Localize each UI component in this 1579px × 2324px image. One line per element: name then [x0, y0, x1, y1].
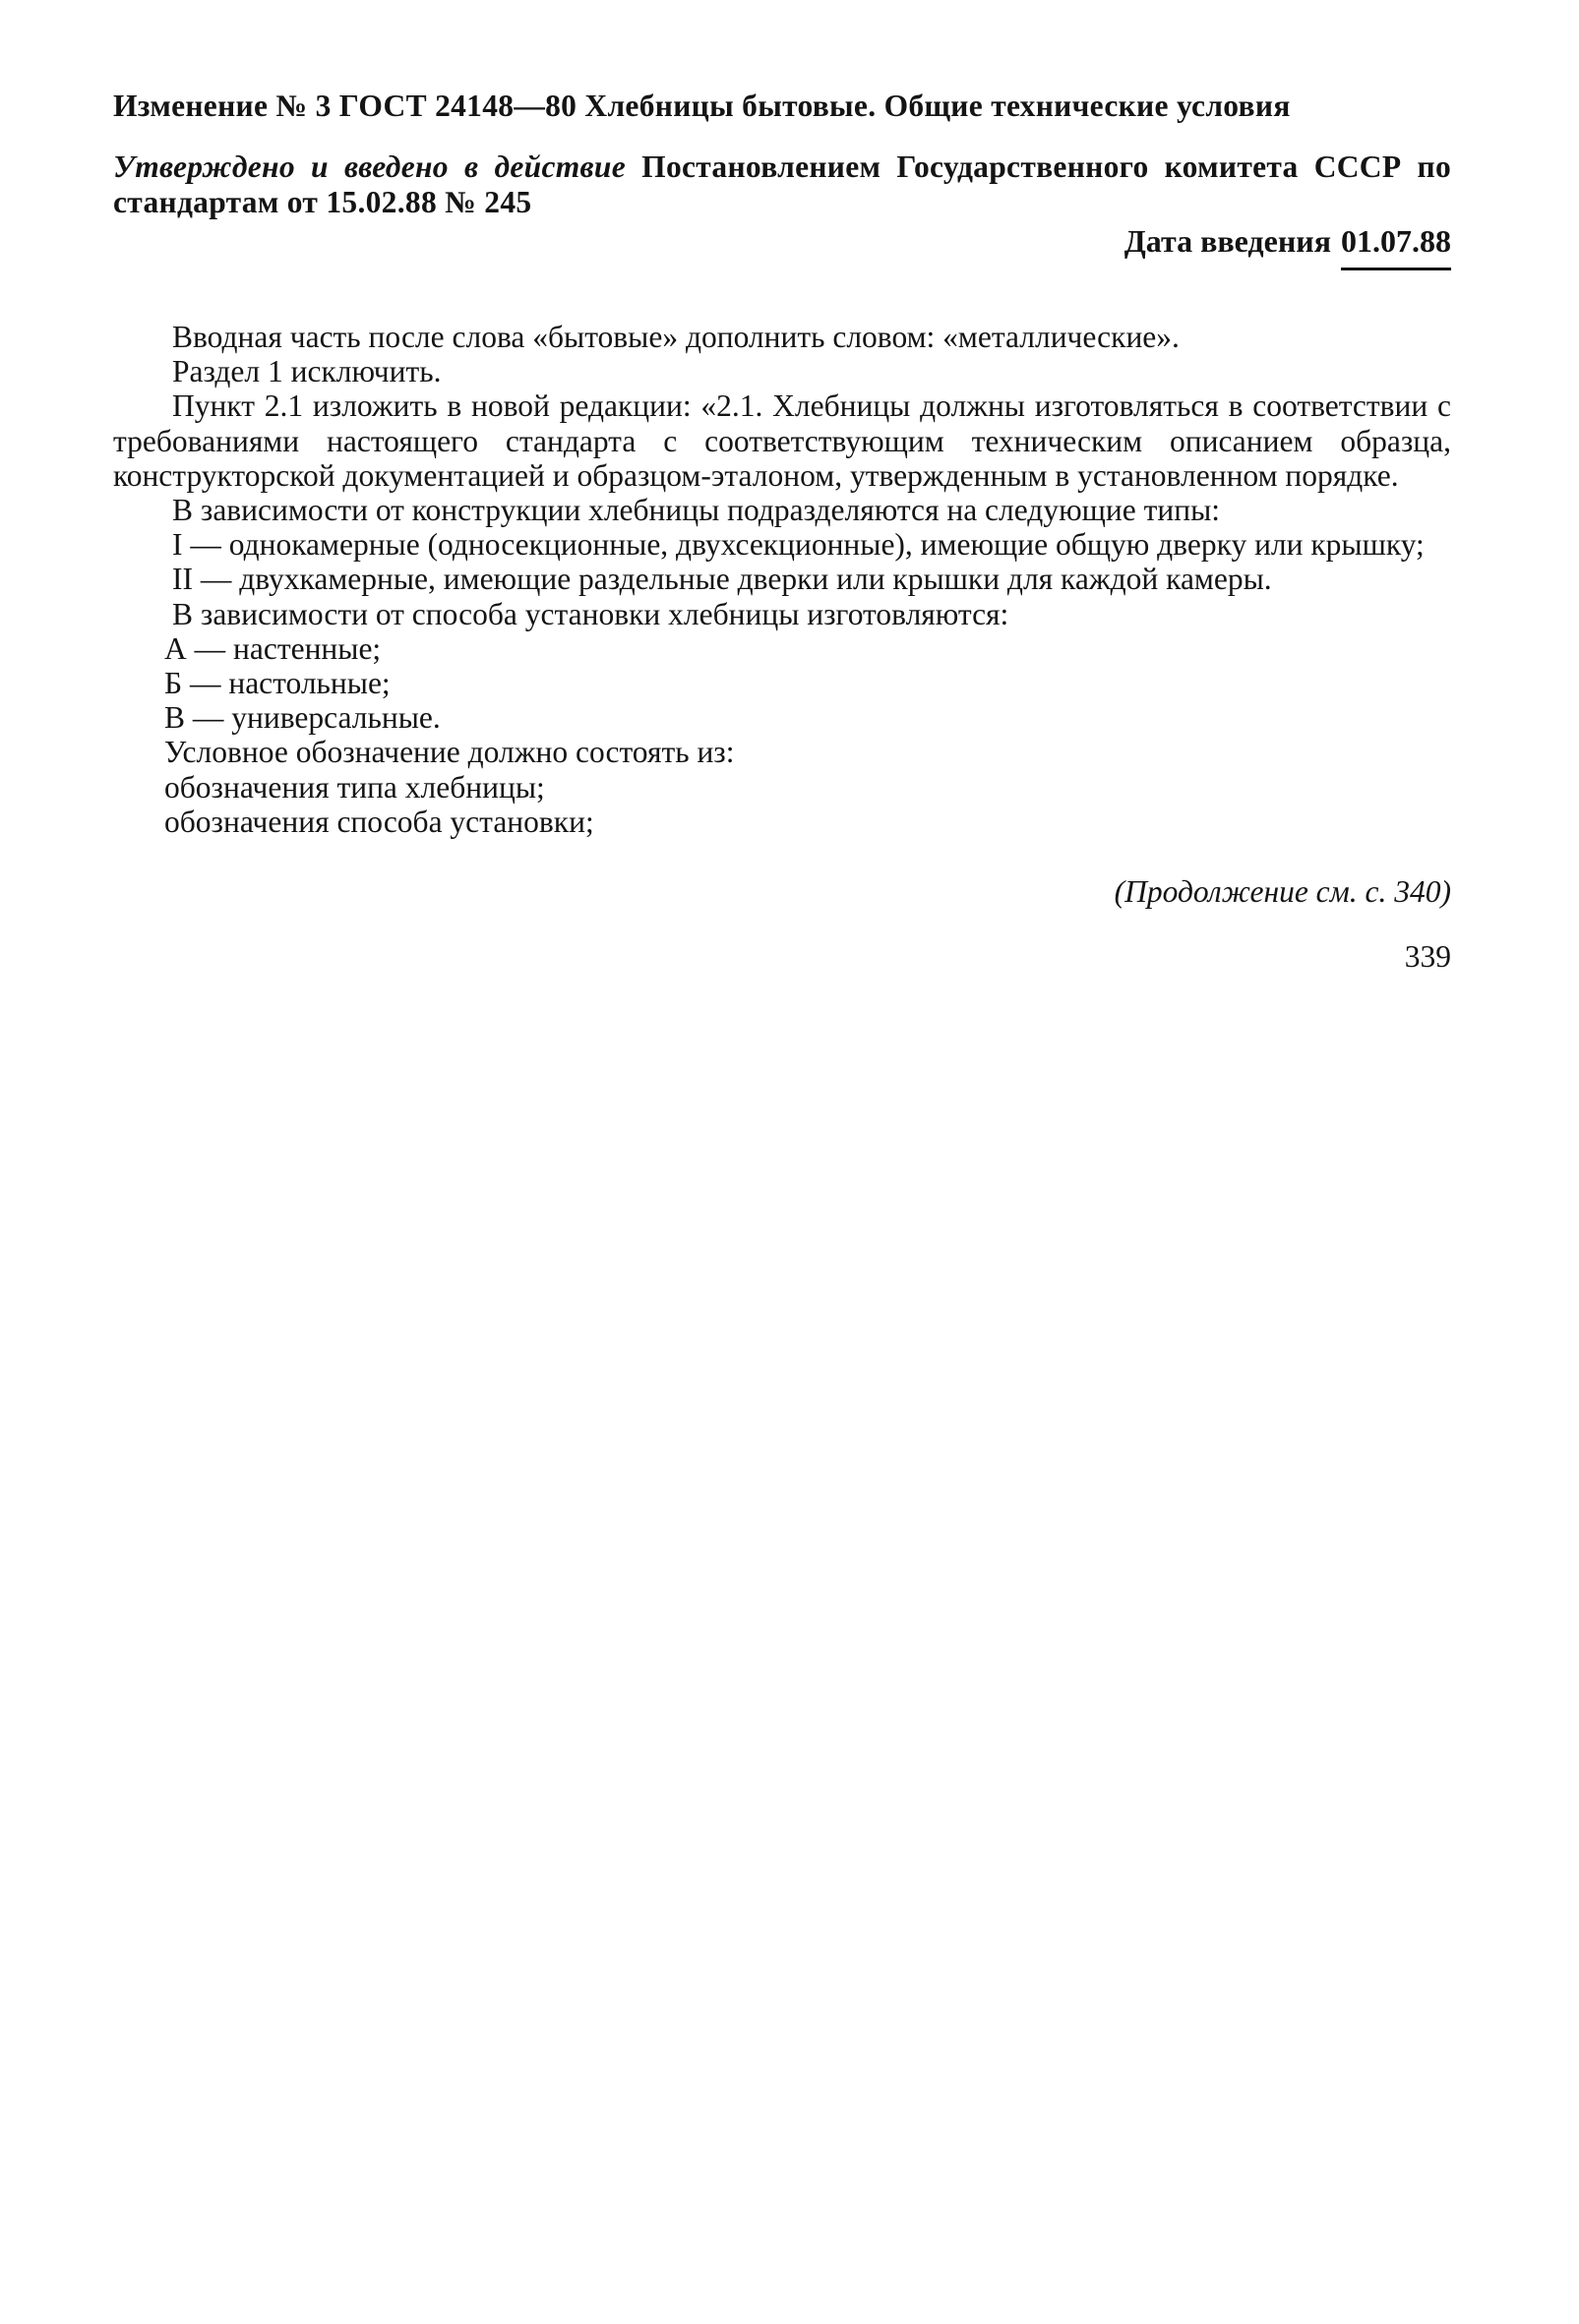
- paragraph-type-ii: II — двухкамерные, имеющие раздельные дверки или крышки для каждой камеры.: [172, 562, 1272, 597]
- list-item-designation-intro: Условное обозначение должно состоять из:: [164, 735, 735, 770]
- paragraph-clause-2-1: Пункт 2.1 изложить в новой редакции: «2.1. Хлебницы должны изготовляться в соответствии с требованиями настоящего стандарта с соответствующим техническим описанием образца, конструкторской документацией и образцом-эталоном, утвержденным в установленном порядке.: [113, 388, 1451, 493]
- amendment-title: Изменение № 3 ГОСТ 24148—80 Хлебницы бытовые. Общие технические условия: [113, 89, 1291, 123]
- approval-statement: [113, 149, 1451, 220]
- paragraph-section-1: Раздел 1 исключить.: [172, 354, 442, 389]
- list-item-wall: А — настенные;: [164, 630, 382, 666]
- approval-italic: Утверждено и введено в действие: [113, 149, 627, 184]
- list-item-table: Б — настольные;: [164, 666, 391, 701]
- list-item-mounting-designation: обозначения способа установки;: [164, 804, 594, 839]
- continuation-note: (Продолжение см. с. 340): [1114, 874, 1451, 910]
- document-page: [113, 89, 1451, 975]
- effective-date-value: 01.07.88: [1341, 222, 1451, 270]
- paragraph-types-intro: В зависимости от конструкции хлебницы подразделяются на следующие типы:: [172, 493, 1220, 528]
- effective-date-label: Дата введения: [1124, 223, 1331, 259]
- list-item-type-designation: обозначения типа хлебницы;: [164, 769, 545, 804]
- amendment-body: [113, 320, 1451, 839]
- page-number: 339: [1404, 939, 1451, 975]
- approval-rest: Постановлением Государственного комитета СССР по стандартам от 15.02.88 № 245: [113, 149, 1451, 219]
- paragraph-introductory: Вводная часть после слова «бытовые» дополнить словом: «металлические».: [172, 320, 1180, 354]
- effective-date-line: [113, 222, 1451, 270]
- list-item-universal: В — универсальные.: [164, 700, 441, 736]
- paragraph-mounting-intro: В зависимости от способа установки хлебницы изготовляются:: [172, 596, 1009, 631]
- paragraph-type-i: I — однокамерные (односекционные, двухсекционные), имеющие общую дверку или крышку;: [172, 527, 1425, 563]
